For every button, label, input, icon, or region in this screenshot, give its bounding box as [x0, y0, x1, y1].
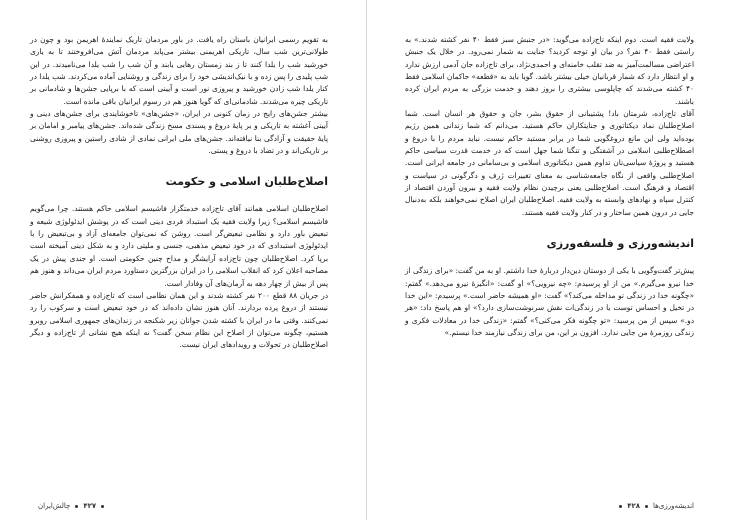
paragraph: آقای تاج‌زاده، شرمتان باد! پشتیبانی از حقوق بشر، جان و حقوق هر انسان است. شما اصلاح‌طلبان نماد دیکتاتوری و جنایتکاران حاکم هستید. می‌دانم که شما زندانی همین رژیم بوده‌اید ولی این مانع دروغگویی شما در برابر مستبد حاکم نیست. نباید مردم را با دروغ و اصطلاح‌طلبی اسلامی در آشفتگی و تنگنا شما جهل است که در خدمت قدرت سیاسی حاکم هستید و پروژهٔ سیاسی‌تان تداوم همین دیکتاتوری اسلامی و بی‌سامانی در جامعه ایرانی است. اصلاح‌طلبی واقعی از نگاه جامعه‌شناسی به معنای تغییرات ژرف و دگرگونی در سیاست و اقتصاد و فرهنگ است. اصلاح‌طلبی یعنی برچیدن نظام ولایت فقیه و بیرون آوردن اقتصاد از کنترل سپاه و نهادهای وابسته به ولایت فقیه. اصلاح‌طلبان ایران اصلاح نمی‌خواهند بلکه به‌دنبال جایی در درون همین ساختار و در کنار ولایت فقیه هستند. — [405, 109, 694, 217]
right-bottom-text — [405, 265, 694, 339]
page-footer — [38, 502, 104, 510]
right-page — [366, 0, 732, 520]
section-heading: اصلاح‌طلبان اسلامی و حکومت — [165, 175, 328, 189]
paragraph: ولایت فقیه است. دوم اینکه تاج‌زاده می‌گوید: «در جنبش سبز فقط ۴۰ نفر کشته شدند.» به راستی فقط ۴۰ نفر؟ در بیان او توجه کردید؟ جنایت به شمار نمی‌رود. در خلال یک جنبش اعتراضی مسالمت‌آمیز به ضد تقلب خامنه‌ای و احمدی‌نژاد، برای تاج‌زاده جان آدمی ارزش ندارد و او انتظار دارد که شمار قربانیان خیلی بیشتر باشد. گویا باید به «قطعه» حاکمان اسلامی فقط ۴۰ کشته می‌شدند که چاپلوسی بیشتری را بروز دهند و خدمت بزرگی به مردم ایران کرده باشند. — [405, 35, 694, 106]
section-heading: اندیشه‌ورزی و فلسفه‌ورزی — [546, 237, 694, 251]
right-top-text — [405, 34, 694, 219]
bullet-icon — [101, 505, 104, 508]
paragraph: پیش‌تر گفت‌وگویی با یکی از دوستان دین‌دار دربارهٔ خدا داشتم. او به من گفت: «برای زندگی از خدا نیرو می‌گیرم.» من از او پرسیدم: «چه نیرویی؟» او گفت: «انگیزهٔ نیرو می‌دهد.» گفتم: «چگونه خدا در زندگی تو مداخله می‌کند؟» گفت: «او همیشه حاضر است.» پرسیدم: «این خدا در تخیل و احساس توست یا در زندگی‌ات نقش سرنوشت‌سازی دارد؟» او هم پاسخ داد: «هر دو.» سپس از من پرسید: «تو چگونه فکر می‌کنی؟» گفتم: «زندگی خدا در معادلات فکری و زندگی روزمرهٔ من جایی ندارد. افزون بر این، من برای زندگی نیازمند خدا نیستم.» — [405, 266, 694, 337]
paragraph: در جریان ۸۸ قطع ۲۰۰ نفر کشته شدند و این همان نظامی است که تاج‌زاده و همفکرانش حاضر نیستند از دروغ پرده بردارند. آنان هنوز نشان داده‌اند که در خود تبعیض است و سرکوب را رد نمی‌کنند. وقتی ما در ایران با کشته شدن جوانان زیر شکنجه در زندان‌های جمهوری اسلامی روبرو هستیم، چگونه می‌توان از اصلاح این نظام سخن گفت؟ نه اینکه هیچ نشانی از تاج‌زاده و دیگر اصلاح‌طلبان در تحولات و رویدادهای ایران نیست. — [30, 290, 328, 350]
page-footer — [619, 502, 694, 510]
running-title: چالش‌ایران — [38, 502, 71, 510]
paragraph: اصلاح‌طلبان اسلامی همانند آقای تاج‌زاده خدمتگزار فاشیسم اسلامی حاکم هستند. چرا می‌گویم فاشیسم اسلامی؟ زیرا ولایت فقیه یک استبداد فردی دینی است که در پوشش ایدئولوژی شیعه و تبعیض باور دارد و نظامی تبعیض‌گر است. روشن که نمی‌توان جامعه‌ای آزاد و بی‌تبعیض را با ایدئولوژی استبدادی که در خود تبعیض مذهبی، جنسی و ملیتی دارد و به شکل دینی آمیخته است برپا کرد. اصلاح‌طلبان چون تاج‌زاده آرایشگر و مداح چنین حکومتی است. او جندی پیش در یک مصاحبه اعلان کرد که انقلاب اسلامی را در ایران بزرگترین دستاورد مردم ایران می‌داند و هنوز هم پس از بیش از چهار دهه به آرمان‌های آن وفادار است. — [30, 204, 328, 288]
left-bottom-text — [30, 203, 328, 351]
paragraph: بیشتر جشن‌های رایج در زمان کنونی در ایران، «جشن‌های» تاخوشایندی برای جشن‌های دینی و آیینی آغشته به تاریکی و بر پایهٔ دروغ و پسندی مسخ زندگی شده‌اند. جشن‌های پیامبر و امامان بر پایهٔ حقیقت و آزادگی بنا نیافته‌اند. جشن‌های ملی ایرانی نمادی از شادی راستین و پیروزی روشنی بر تاریکی‌اند و در تضاد با دروغ و پستی. — [30, 109, 328, 156]
running-title: اندیشه‌ورزی‌ها — [653, 502, 694, 510]
page-number: ۴۲۸ — [627, 502, 641, 510]
bullet-icon — [645, 505, 648, 508]
page-number: ۴۲۷ — [83, 502, 97, 510]
paragraph: به تقویم رسمی ایرانیان باستان راه یافت. در باور مردمان تاریک نمایندهٔ اهریمن بود و چون در طولانی‌ترین شب سال، تاریکی اهریمنی بیشتر می‌پاید مردمان آتش می‌افروختند تا به یاری خورشید شب را یلدا کنند تا ز بند زمستان رهایی یابند و آن شب را شب یلدا می‌نامیدند. در این شب پلیدی را پس زده و با نیک‌اندیشی خود را برای زندگی و روشنایی آماده می‌کردند. شب یلدا در کنار یلدا شب زادن خورشید و پیروزی نور است و آیینی است که با برپایی جشن‌ها و شادمانی بر تاریکی چیره می‌شدند. شادمانی‌ای که گویا هنوز هم در رسوم ایرانیان باقی مانده است. — [30, 35, 328, 106]
bullet-icon — [619, 505, 622, 508]
left-top-text — [30, 34, 328, 157]
bullet-icon — [75, 505, 78, 508]
